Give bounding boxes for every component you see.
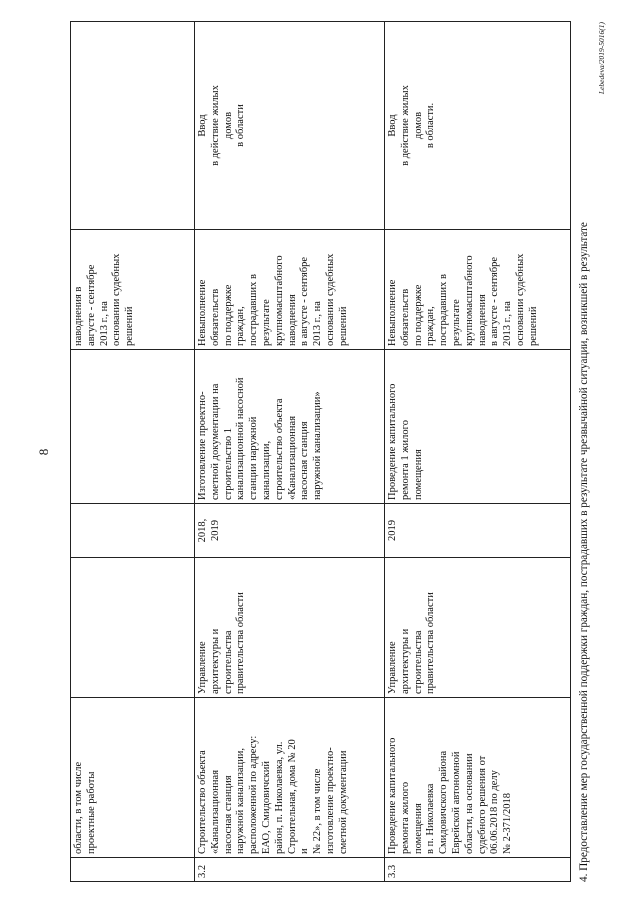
result-cell: Ввод в действие жилых домов в области (195, 22, 385, 230)
table-row (71, 22, 195, 882)
page-number: 8 (36, 448, 51, 456)
table-row (385, 22, 571, 882)
period-cell: 2019 (385, 504, 571, 558)
result-cell (71, 22, 195, 230)
section-heading: 4. Предоставление мер государственной поддержки граждан, пострадавших в результате чрезвычайной ситуации, возникшей в результате (578, 222, 590, 882)
period-cell: 2018, 2019 (195, 504, 385, 558)
executor-cell: Управление архитектуры и строительства правительства области (385, 558, 571, 698)
measure-name-cell: Строительство объекта «Канализационная насосная станция наружной канализации, расположенной по адресу: ЕАО, Смидовичский район, п. Николаевка, ул. Строительная, дома № 20 и № 22», в том числе изготовление проектно- сметной документации (195, 698, 385, 858)
table-row (195, 22, 385, 882)
period-cell (71, 504, 195, 558)
measures-table (70, 21, 571, 882)
measure-name-cell: области, в том числе проектные работы (71, 698, 195, 858)
result-cell: Ввод в действие жилых домов в области. (385, 22, 571, 230)
executor-cell (71, 558, 195, 698)
activity-cell (71, 350, 195, 504)
rotated-content (36, 22, 606, 882)
problem-cell: Невыполнение обязательств по поддержке граждан, пострадавших в результате крупномасштабного наводнения в августе - сентябре 2013 г., на основании судебных решений (195, 230, 385, 350)
row-number-cell: 3.2 (195, 858, 385, 882)
measure-name-cell: Проведение капитального ремонта жилого помещения в п. Николаевка Смидовичского района Еврейской автономной области, на основании судебного решения от 06.06.2018 по делу № 2-371/2018 (385, 698, 571, 858)
executor-cell: Управление архитектуры и строительства правительства области (195, 558, 385, 698)
row-number-cell: 3.3 (385, 858, 571, 882)
problem-cell: наводнения в августе - сентябре 2013 г., на основании судебных решений (71, 230, 195, 350)
activity-cell: Проведение капитального ремонта 1 жилого помещения (385, 350, 571, 504)
activity-cell: Изготовление проектно- сметной документации на строительство 1 канализационной насосной станции наружной канализации, строительство объекта «Канализационная насосная станция наружной канализации» (195, 350, 385, 504)
problem-cell: Невыполнение обязательств по поддержке граждан, пострадавших в результате крупномасштабного наводнения в августе - сентябре 2013 г., на основании судебных решений (385, 230, 571, 350)
document-stamp: Lebedeva/2019-5016(1) (597, 22, 606, 95)
row-number-cell (71, 858, 195, 882)
